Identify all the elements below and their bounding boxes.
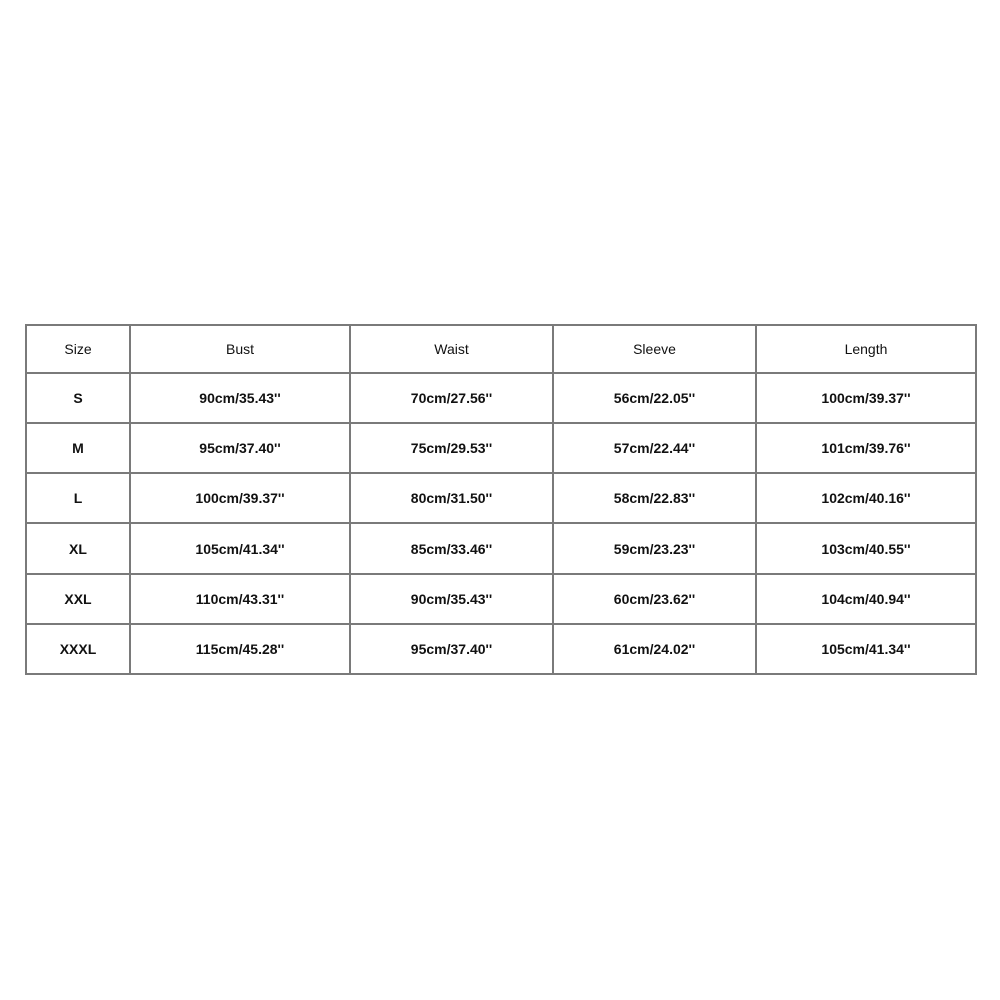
header-waist: Waist: [350, 325, 553, 373]
header-bust: Bust: [130, 325, 350, 373]
cell-waist: 70cm/27.56'': [350, 373, 553, 423]
cell-bust: 95cm/37.40'': [130, 423, 350, 473]
cell-length: 101cm/39.76'': [756, 423, 976, 473]
size-chart-table: [25, 324, 977, 675]
header-sleeve: Sleeve: [553, 325, 756, 373]
cell-sleeve: 58cm/22.83'': [553, 473, 756, 523]
cell-bust: 110cm/43.31'': [130, 574, 350, 624]
cell-waist: 95cm/37.40'': [350, 624, 553, 674]
cell-size: M: [26, 423, 130, 473]
table-row: [26, 523, 976, 573]
cell-waist: 75cm/29.53'': [350, 423, 553, 473]
cell-length: 100cm/39.37'': [756, 373, 976, 423]
cell-length: 103cm/40.55'': [756, 523, 976, 573]
cell-size: XL: [26, 523, 130, 573]
cell-length: 102cm/40.16'': [756, 473, 976, 523]
cell-bust: 105cm/41.34'': [130, 523, 350, 573]
cell-length: 104cm/40.94'': [756, 574, 976, 624]
cell-length: 105cm/41.34'': [756, 624, 976, 674]
cell-size: S: [26, 373, 130, 423]
cell-sleeve: 59cm/23.23'': [553, 523, 756, 573]
cell-sleeve: 61cm/24.02'': [553, 624, 756, 674]
cell-bust: 90cm/35.43'': [130, 373, 350, 423]
cell-waist: 80cm/31.50'': [350, 473, 553, 523]
header-length: Length: [756, 325, 976, 373]
cell-bust: 100cm/39.37'': [130, 473, 350, 523]
header-size: Size: [26, 325, 130, 373]
table-header-row: [26, 325, 976, 373]
cell-bust: 115cm/45.28'': [130, 624, 350, 674]
cell-size: XXL: [26, 574, 130, 624]
table-row: [26, 423, 976, 473]
cell-waist: 85cm/33.46'': [350, 523, 553, 573]
table-row: [26, 574, 976, 624]
cell-size: L: [26, 473, 130, 523]
table-row: [26, 373, 976, 423]
cell-sleeve: 57cm/22.44'': [553, 423, 756, 473]
cell-sleeve: 56cm/22.05'': [553, 373, 756, 423]
cell-size: XXXL: [26, 624, 130, 674]
table-row: [26, 624, 976, 674]
cell-sleeve: 60cm/23.62'': [553, 574, 756, 624]
table-row: [26, 473, 976, 523]
cell-waist: 90cm/35.43'': [350, 574, 553, 624]
